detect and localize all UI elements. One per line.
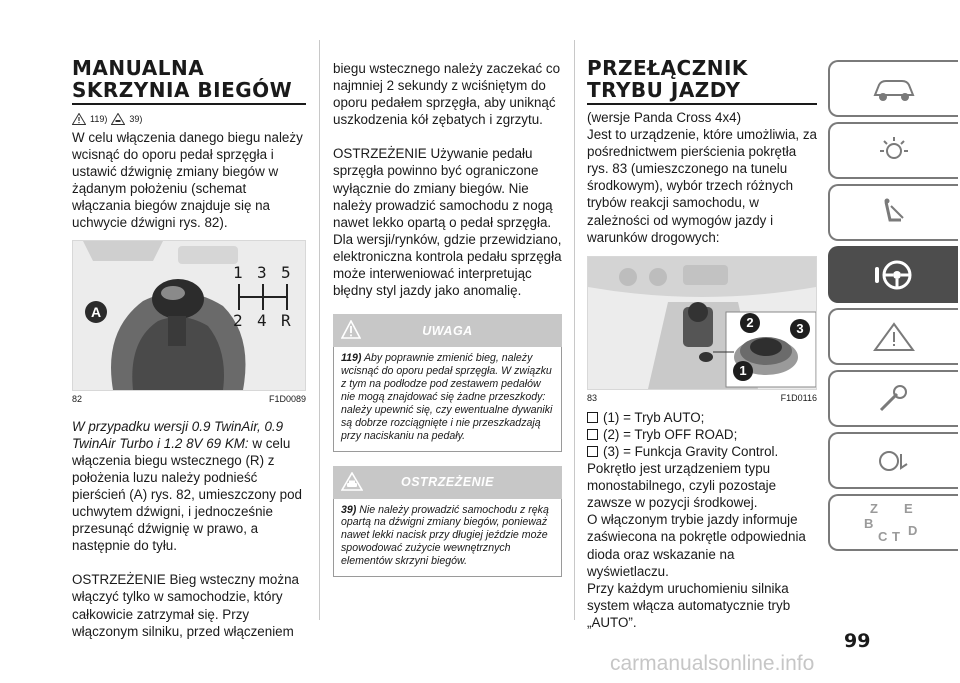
side-tab-driving[interactable] bbox=[828, 246, 958, 303]
callout-2 bbox=[740, 313, 760, 333]
paragraph: OSTRZEŻENIE Bieg wsteczny można włączyć tylko w samochodzie, który całkowicie zatrzymał się. Przy włączonym silniku, przed włączeniem bbox=[72, 572, 299, 639]
gear-label: 1 bbox=[233, 262, 243, 282]
column-3 bbox=[587, 57, 817, 631]
paragraph: OSTRZEŻENIE Używanie pedału sprzęgła powinno być ograniczone wyłącznie do zmiany biegów. Nie należy prowadzić samochodu z nogą nawet lekko opartą o pedał sprzęgła. Dla wersji/rynków, gdzie przewidziano, elektroniczna kontrola pedału sprzęgła może interweniować interpretując błędny styl jazdy jako anomalię. bbox=[333, 146, 562, 299]
callout-3 bbox=[790, 319, 810, 339]
bullet-box-icon bbox=[587, 429, 598, 440]
heading-line: MANUALNA bbox=[72, 56, 205, 80]
box-title: OSTRZEŻENIE bbox=[400, 475, 494, 490]
paragraph: Przy każdym uruchomieniu silnika system włącza automatycznie tryb „AUTO”. bbox=[587, 580, 791, 630]
car-warning-icon bbox=[341, 472, 363, 492]
bullet-box-icon bbox=[587, 446, 598, 457]
callout-label: 1 bbox=[739, 363, 747, 379]
index-letter: T bbox=[892, 528, 900, 544]
warning-triangle-icon bbox=[871, 322, 917, 352]
section-heading-drive-mode-selector bbox=[587, 57, 817, 101]
page-number: 99 bbox=[844, 630, 871, 652]
side-tab-maintenance[interactable] bbox=[828, 370, 958, 427]
wrench-icon bbox=[871, 384, 917, 414]
paragraph: Jest to urządzenie, które umożliwia, za pośrednictwem pierścienia pokrętła rys. 83 (umieszczonego na tunelu środkowym), wybór trzech różnych trybów reakcji samochodu, w zależności od wymogów jazdy i warunków drogowych: bbox=[587, 127, 817, 245]
warning-references bbox=[72, 109, 306, 129]
heading-line: TRYBU JAZDY bbox=[587, 78, 741, 102]
list-item bbox=[587, 426, 817, 443]
heading-line: SKRZYNIA BIEGÓW bbox=[72, 78, 293, 102]
side-tab-index[interactable] bbox=[828, 494, 958, 551]
ostrzezenie-body bbox=[333, 499, 562, 578]
index-letter: B bbox=[864, 515, 874, 531]
list-item-text: (3) = Funkcja Gravity Control. bbox=[603, 443, 779, 459]
column-2 bbox=[333, 60, 562, 577]
ostrzezenie-header bbox=[333, 466, 562, 499]
heading-rule bbox=[72, 103, 306, 105]
gear-label: R bbox=[281, 310, 291, 330]
gear-label: 4 bbox=[257, 310, 267, 330]
gear-label: 5 bbox=[281, 262, 291, 282]
box-text bbox=[341, 504, 554, 569]
paragraph: Pokrętło jest urządzeniem typu monostabilnego, czyli pozostaje zawsze w pozycji środkowej. bbox=[587, 461, 777, 511]
note-text: Nie należy prowadzić samochodu z ręką opartą na dźwigni zmiany biegów, ponieważ nawet lekki nacisk przy długiej jeździe może spowodować zużycie wewnętrznych elementów skrzyni biegów. bbox=[341, 503, 549, 568]
figure-code: F1D0116 bbox=[780, 392, 817, 403]
paragraph: biegu wstecznego należy zaczekać co najmniej 2 sekundy z wciśniętym do oporu pedałem sprzęgła, aby uniknąć uszkodzenia kół zębatych i zgrzytu. bbox=[333, 61, 561, 128]
index-letter: Z bbox=[870, 500, 878, 516]
side-tab-dashboard[interactable] bbox=[828, 122, 958, 179]
note-text: Aby poprawnie zmienić bieg, należy wcisnąć do oporu pedał sprzęgła. W związku z tym na podłodze pod zestawem pedałów nie mogą znajdować się żadne przeszkody: należy upewnić się, czy ewentualne dywaniki są dobrze rozciągnięte i nie przeszkadzają przy naciskaniu na pedały. bbox=[341, 352, 553, 442]
list-item-text: (2) = Tryb OFF ROAD; bbox=[603, 426, 738, 442]
note-number: 119) bbox=[341, 352, 362, 365]
drive-mode-knob-illustration bbox=[588, 257, 816, 389]
seat-safety-icon bbox=[871, 198, 917, 228]
list-item bbox=[587, 443, 817, 460]
gear-lever-illustration bbox=[73, 241, 305, 390]
index-icon bbox=[864, 501, 924, 545]
column-1 bbox=[72, 57, 306, 640]
car-icon bbox=[871, 75, 917, 103]
figure-code: F1D0089 bbox=[268, 393, 306, 404]
index-letter: E bbox=[904, 500, 913, 516]
callout-label: 2 bbox=[746, 315, 754, 331]
list-item-text: (1) = Tryb AUTO; bbox=[603, 409, 705, 425]
side-tab-emergency[interactable] bbox=[828, 308, 958, 365]
section-heading-manual-gearbox bbox=[72, 57, 306, 101]
figure-83-drive-mode-knob bbox=[587, 256, 817, 390]
dashboard-lights-icon bbox=[871, 136, 917, 166]
figure-number: 83 bbox=[587, 392, 598, 403]
steering-wheel-icon bbox=[871, 258, 917, 292]
callout-1 bbox=[733, 361, 753, 381]
callout-label: A bbox=[90, 303, 102, 320]
figure-caption bbox=[72, 391, 306, 404]
column-separator bbox=[319, 40, 320, 620]
ostrzezenie-box bbox=[333, 466, 562, 578]
uwaga-header bbox=[333, 314, 562, 347]
paragraph: (wersje Panda Cross 4x4) bbox=[587, 110, 742, 125]
side-tab-safety[interactable] bbox=[828, 184, 958, 241]
paragraph: W celu włączenia danego biegu należy wcisnąć do oporu pedał sprzęgła i ustawić dźwignię zmiany biegów w żądanym położeniu (schemat włączania biegów znajduje się na uchwycie dźwigni rys. 82). bbox=[72, 130, 303, 231]
warning-triangle-icon bbox=[72, 113, 86, 125]
side-tab-car[interactable] bbox=[828, 60, 958, 117]
car-warning-icon bbox=[111, 113, 125, 125]
watermark: carmanualsonline.info bbox=[610, 652, 815, 675]
box-title: UWAGA bbox=[422, 323, 473, 338]
uwaga-body bbox=[333, 347, 562, 451]
bullet-box-icon bbox=[587, 412, 598, 423]
warning-triangle-icon bbox=[341, 320, 361, 340]
index-letter: C bbox=[878, 528, 888, 544]
warning-ref: 39) bbox=[129, 114, 143, 124]
note-number: 39) bbox=[341, 503, 357, 516]
uwaga-box bbox=[333, 314, 562, 451]
list-item bbox=[587, 409, 817, 426]
figure-number: 82 bbox=[72, 393, 83, 404]
paragraph bbox=[72, 418, 306, 555]
multimedia-icon bbox=[871, 446, 917, 476]
callout-a bbox=[85, 301, 107, 323]
column-separator bbox=[574, 40, 575, 620]
gear-label: 3 bbox=[257, 262, 267, 282]
callout-label: 3 bbox=[796, 321, 804, 337]
paragraph: O włączonym trybie jazdy informuje zaświecona na pokrętle odpowiednia dioda oraz wskazanie na wyświetlaczu. bbox=[587, 512, 806, 579]
index-letter: D bbox=[908, 522, 918, 538]
italic-text: W przypadku wersji 0.9 TwinAir, 0.9 TwinAir Turbo i 1.2 8V 69 KM: bbox=[72, 418, 284, 451]
gear-label: 2 bbox=[233, 310, 243, 330]
box-text bbox=[341, 352, 554, 442]
figure-82-gear-lever bbox=[72, 240, 306, 391]
figure-caption bbox=[587, 390, 817, 403]
heading-line: PRZEŁĄCZNIK bbox=[587, 56, 748, 80]
side-tab-multimedia[interactable] bbox=[828, 432, 958, 489]
warning-ref: 119) bbox=[90, 114, 108, 124]
text: w celu włączenia biegu wstecznego (R) z położenia luzu należy podnieść pierścień (A) rys. 82, umieszczony pod uchwytem dźwigni, i jednocześnie przesunąć dźwignię w prawo, a następnie do tyłu. bbox=[72, 435, 302, 554]
